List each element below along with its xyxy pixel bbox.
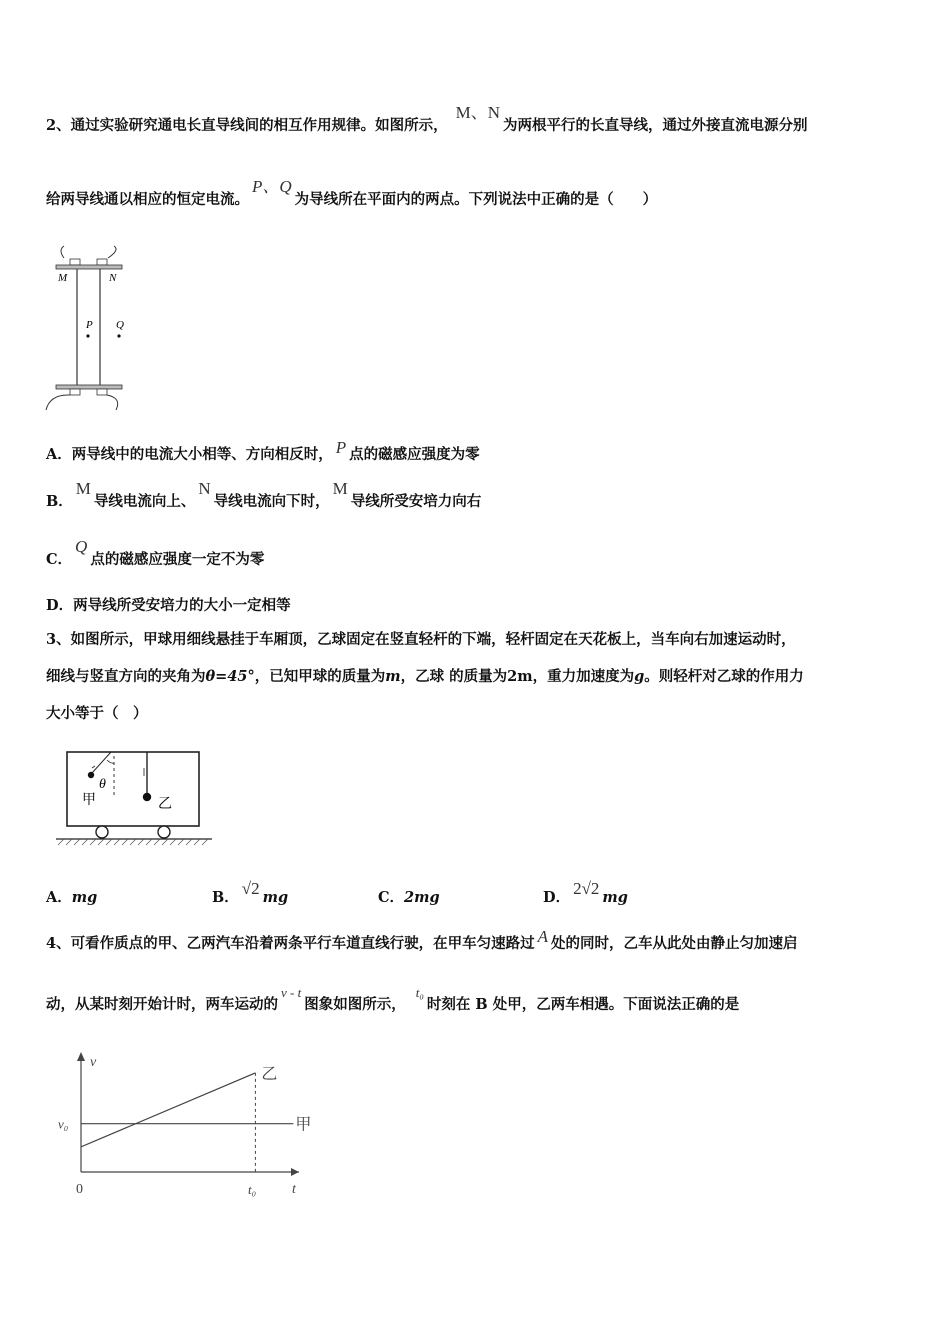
q4-x-tick-label: t₀ [248, 1182, 257, 1197]
q3-stem-line2: 细线与竖直方向的夹角为θ=45°，已知甲球的质量为m，乙球 的质量为2m，重力加速度为g。则轻杆对乙球的作用力 [46, 668, 804, 685]
q3-option-b[interactable]: B． √2 mg [212, 879, 289, 906]
q2-fig-label-p: P [86, 319, 93, 331]
q2-wire-top-right-lead [108, 246, 116, 258]
q3-string [92, 752, 111, 773]
q2-top-bar [56, 265, 122, 269]
q3-wheel-left [96, 826, 108, 838]
q2-terminal-bottom-left [70, 389, 80, 395]
q3-ball-jia [88, 772, 94, 778]
q2-fig-label-q: Q [116, 319, 124, 331]
q2-option-a[interactable]: A．两导线中的电流大小相等、方向相反时， P 点的磁感应强度为零 [46, 438, 480, 463]
q4-series-yi-line [81, 1073, 255, 1147]
q3-ground-hatch [58, 839, 208, 845]
q2-fig-label-m: M [58, 272, 68, 284]
q2-option-b[interactable]: B．M导线电流向上、N导线电流向下时，M导线所受安培力向右 [46, 479, 482, 510]
q4-stem-line2: 动，从某时刻开始计时，两车运动的v - t图象如图所示，t₀时刻在 B 处甲，乙两车相遇。下面说法正确的是 [46, 985, 740, 1013]
q4-series-jia-label: 甲 [295, 1116, 312, 1134]
q3-stem-line3: 大小等于（ ） [46, 705, 148, 722]
q2-point-q [117, 334, 120, 337]
q2-stem-line1: 2、通过实验研究通电长直导线间的相互作用规律。如图所示，M、N为两根平行的长直导线，通过外接直流电源分别 [46, 103, 808, 134]
q2-terminal-bottom-right [97, 389, 107, 395]
q3-tick-mark [92, 766, 95, 768]
q3-option-c[interactable]: C．2mg [378, 889, 440, 906]
q3-angle-arc [107, 760, 114, 763]
q2-bottom-bar [56, 385, 122, 389]
q2-terminal-top-right [97, 259, 107, 265]
q4-y-tick-label: v₀ [58, 1116, 69, 1132]
q2-stem-line2: 给两导线通以相应的恒定电流。P、Q为导线所在平面内的两点。下列说法中正确的是（ ） [46, 177, 658, 208]
q3-stem-line1: 3、如图所示，甲球用细线悬挂于车厢顶，乙球固定在竖直轻杆的下端，轻杆固定在天花板上，当车向右加速运动时， [46, 631, 796, 648]
q4-x-axis-arrow [291, 1168, 299, 1176]
q2-option-c[interactable]: C．Q点的磁感应强度一定不为零 [46, 537, 265, 568]
q4-origin-label: 0 [76, 1182, 83, 1197]
q2-wire-bottom-right-lead [107, 395, 118, 410]
q3-cart-body [67, 752, 199, 826]
q3-wheel-right [158, 826, 170, 838]
q3-fig-theta: θ [99, 777, 106, 792]
q2-symbol-pq: P、Q [252, 177, 292, 196]
q3-option-a[interactable]: A．mg [46, 889, 98, 906]
q2-terminal-top-left [70, 259, 80, 265]
q4-series-yi-label: 乙 [261, 1065, 278, 1083]
q3-option-d[interactable]: D． 2√2 mg [543, 879, 628, 906]
q4-y-axis-label: v [90, 1055, 97, 1070]
q2-symbol-mn: M、N [455, 103, 500, 122]
q3-fig-label-jia: 甲 [82, 793, 96, 808]
q2-wire-top-left-lead [61, 246, 64, 258]
q2-option-d[interactable]: D．两导线所受安培力的大小一定相等 [46, 597, 291, 614]
q2-point-p [86, 334, 89, 337]
q2-fig-label-n: N [109, 272, 117, 284]
q4-x-axis-label: t [292, 1182, 296, 1197]
q3-fig-label-yi: 乙 [158, 797, 172, 812]
q4-y-axis-arrow [77, 1052, 85, 1061]
q4-vt-chart [52, 1048, 312, 1208]
q3-cart-figure [54, 748, 214, 848]
q3-ball-yi [143, 793, 151, 801]
q2-wires-figure [44, 244, 134, 414]
q2-wire-bottom-left-lead [46, 395, 70, 410]
q4-stem-line1: 4、可看作质点的甲、乙两汽车沿着两条平行车道直线行驶，在甲车匀速路过 A 处的同时，乙车从此处由静止匀加速启 [46, 927, 798, 952]
